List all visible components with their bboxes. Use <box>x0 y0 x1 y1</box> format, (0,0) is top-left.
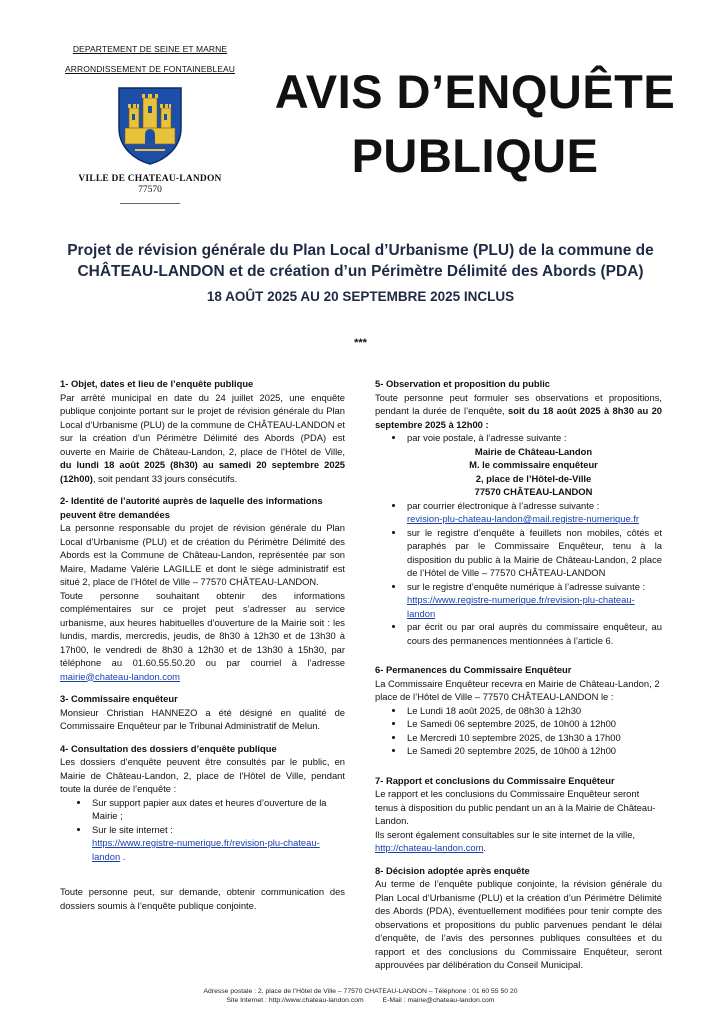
right-column <box>375 377 662 981</box>
city-coat-of-arms-icon <box>115 84 185 166</box>
text-part: Toute personne souhaitant obtenir des informations complémentaires sur ce projet peut s’adresser au service urbanisme, aux heures habituelles d’ouverture de la Mairie soit : les lundis, mardis, mercredis, jeudis, de 8h30 à 12h30 et de 13h30 à 17h00, le vendredi de 8h30 à 12h30 et de 13h30 à 15h30, par téléphone au 01.60.55.50.20 ou par courriel à l’adresse <box>60 589 345 668</box>
departement-label: DEPARTEMENT DE SEINE ET MARNE <box>72 44 228 54</box>
footer-address: Adresse postale : 2, place de l’Hôtel de Ville – 77570 CHATEAU-LANDON – Téléphone : 01 60 55 50 20 <box>203 988 518 995</box>
separator-stars: *** <box>354 337 367 349</box>
section-8 <box>375 864 662 972</box>
section-heading: 8- Décision adoptée après enquête <box>375 864 530 876</box>
project-subtitle <box>30 240 691 282</box>
section-heading: 3- Commissaire enquêteur <box>60 693 178 704</box>
footer-contact: Site Internet : http://www.chateau-landon.com E-Mail : mairie@chateau-landon.com <box>226 997 495 1004</box>
text-bold: soit du 18 août 2025 à 8h30 au 20 septembre 2025 à 12h00 <box>375 405 663 430</box>
divider <box>120 203 180 204</box>
registre-numerique-link[interactable]: https://www.registre-numerique.fr/revision-plu-chateau-landon <box>407 594 635 619</box>
section-text: Toute personne peut, sur demande, obtenir communication des dossiers soumis à l’enquête publique conjointe. <box>60 886 345 911</box>
section-heading: 1- Objet, dates et lieu de l’enquête publique <box>60 378 254 389</box>
registre-link[interactable]: https://www.registre-numerique.fr/revision-plu-chateau-landon <box>92 837 320 862</box>
section-heading: 7- Rapport et conclusions du Commissaire Enquêteur <box>375 774 615 786</box>
text-part: Toute personne peut formuler ses observations et propositions, pendant la durée de l’enquête, <box>375 391 662 416</box>
section-heading: 6- Permanences du Commissaire Enquêteur <box>375 664 572 675</box>
permanence-list <box>375 704 662 758</box>
section-text <box>60 589 345 684</box>
list-item: • sur le registre d’enquête à feuillets non mobiles, côtés et paraphés par le Commissaire Enquêteur, tenu à la disposition du public à la Mairie de Château-Landon, 2 place de l’Hôtel de Ville – 77570 CHÂTEAU-LANDON <box>405 526 662 580</box>
text-part: Par arrêté municipal en date du 24 juillet 2025, une enquête publique conjointe portant sur le projet de révision générale du Plan Local d’Urbanisme (PLU) de la commune de CHÂTEAU-LANDON et sur la création d’un Périmètre Délimité des Abords (PDA) est ouverte en Mairie de Château-Landon, 2, place de l’Hôtel de Ville, <box>60 391 345 457</box>
section-5 <box>375 377 662 647</box>
ville-label: VILLE DE CHATEAU-LANDON <box>78 174 222 184</box>
text-part: . <box>120 850 126 862</box>
section-text <box>60 391 345 486</box>
section-4 <box>60 742 345 913</box>
section-2 <box>60 494 345 683</box>
list-item: • Sur support papier aux dates et heures d’ouverture de la Mairie ; <box>90 796 345 823</box>
arrondissement-label: ARRONDISSEMENT DE FONTAINEBLEAU <box>65 64 235 74</box>
postal-address <box>375 445 662 499</box>
page-title <box>245 60 705 188</box>
list-item <box>405 580 662 621</box>
text-part: : <box>482 418 489 430</box>
list-item: • par voie postale, à l’adresse suivante : <box>405 431 662 445</box>
section-text: Les dossiers d’enquête peuvent être consultés par le public, en Mairie de Château-Landon, 2, place de l’Hôtel de Ville, pendant toute la durée de l’enquête : <box>60 756 345 794</box>
observation-list <box>375 431 662 445</box>
section-heading: 2- Identité de l’autorité auprès de laquelle des informations peuvent être demandées <box>60 495 323 520</box>
list-item: • par écrit ou par oral auprès du commissaire enquêteur, au cours des permanences mentionnées à l’article 6. <box>405 620 662 647</box>
section-6 <box>375 663 662 758</box>
text-part: par courrier électronique à l’adresse suivante : <box>407 499 600 511</box>
subtitle-line-1: Projet de révision générale du Plan Local d’Urbanisme (PLU) de la commune de <box>67 242 654 259</box>
administrative-header <box>55 44 245 204</box>
section-text: Monsieur Christian HANNEZO a été désigné en qualité de Commissaire Enquêteur par le Tribunal Administratif de Melun. <box>60 706 345 731</box>
title-line-1: AVIS D’ENQUÊTE <box>274 65 676 118</box>
text-part: sur le registre d’enquête numérique à l’adresse suivante : <box>407 580 646 592</box>
consultation-list <box>60 796 345 864</box>
address-line: 77570 CHÂTEAU-LANDON <box>474 486 593 497</box>
list-item: • Le Lundi 18 août 2025, de 08h30 à 12h30 <box>405 704 662 718</box>
address-line: M. le commissaire enquêteur <box>469 459 598 470</box>
address-line: Mairie de Château-Landon <box>474 445 593 457</box>
section-text <box>375 391 662 432</box>
city-website-link[interactable]: http://chateau-landon.com <box>375 842 484 853</box>
section-1 <box>60 377 345 485</box>
section-text: Au terme de l’enquête publique conjointe, la révision générale du Plan Local d’Urbanisme (PLU) et la création d’un Périmètre Délimité des Abords (PDA), éventuellement modifiées pour tenir compte des observations et propositions du public parvenues pendant le délai d’enquête, de l’avis des personnes publiques consultées et du rapport et des conclusions du Commissaire Enquêteur, seront approuvées par délibération du Conseil Municipal. <box>375 878 662 970</box>
text-bold: du lundi 18 août 2025 (8h30) au samedi 20 septembre 2025 (12h00) <box>60 459 345 484</box>
text-part: Sur le site internet : <box>92 823 173 835</box>
postal-code: 77570 <box>138 185 162 195</box>
list-item: • Le Samedi 06 septembre 2025, de 10h00 à 12h00 <box>405 717 662 731</box>
text-part: , soit pendant 33 jours consécutifs. <box>92 472 238 484</box>
list-item <box>90 823 345 864</box>
text-part: . <box>483 842 487 853</box>
subtitle-line-2: CHÂTEAU-LANDON et de création d’un Périmètre Délimité des Abords (PDA) <box>77 263 644 280</box>
email-registre-link[interactable]: revision-plu-chateau-landon@mail.registre-numerique.fr <box>407 513 640 524</box>
mairie-email-link[interactable]: mairie@chateau-landon.com <box>60 670 180 682</box>
section-text: Le rapport et les conclusions du Commissaire Enquêteur seront tenus à disposition du public pendant un an à la Mairie de Château-Landon. <box>375 788 656 826</box>
section-text: La personne responsable du projet de révision générale du Plan Local d’Urbanisme (PLU) et de création du Périmètre Délimité des Abords est la Commune de Château-Landon, représentée par son Maire, Madame Valérie LAGILLE et dont le siège administratif est situé 2, place de l’Hôtel de Ville – 77570 CHÂTEAU-LANDON. <box>60 522 345 587</box>
section-text: La Commissaire Enquêteur recevra en Mairie de Château-Landon, 2 place de l’Hôtel de Ville – 77570 CHÂTEAU-LANDON le : <box>375 677 660 702</box>
title-line-2: PUBLIQUE <box>351 129 599 182</box>
section-7 <box>375 774 662 855</box>
observation-list-2 <box>375 499 662 648</box>
section-heading: 4- Consultation des dossiers d’enquête publique <box>60 742 277 754</box>
section-3 <box>60 692 345 733</box>
list-item <box>405 499 662 526</box>
inquiry-dates: 18 AOÛT 2025 AU 20 SEPTEMBRE 2025 INCLUS <box>206 289 515 304</box>
list-item: • Le Samedi 20 septembre 2025, de 10h00 à 12h00 <box>405 744 662 758</box>
page-footer <box>0 987 721 1005</box>
address-line: 2, place de l’Hôtel-de-Ville <box>475 472 592 484</box>
section-text: Ils seront également consultables sur le site internet de la ville, <box>375 828 636 840</box>
left-column <box>60 377 345 921</box>
list-item: • Le Mercredi 10 septembre 2025, de 13h30 à 17h00 <box>405 731 662 745</box>
section-heading: 5- Observation et proposition du public <box>375 378 551 389</box>
section-text <box>375 841 662 855</box>
